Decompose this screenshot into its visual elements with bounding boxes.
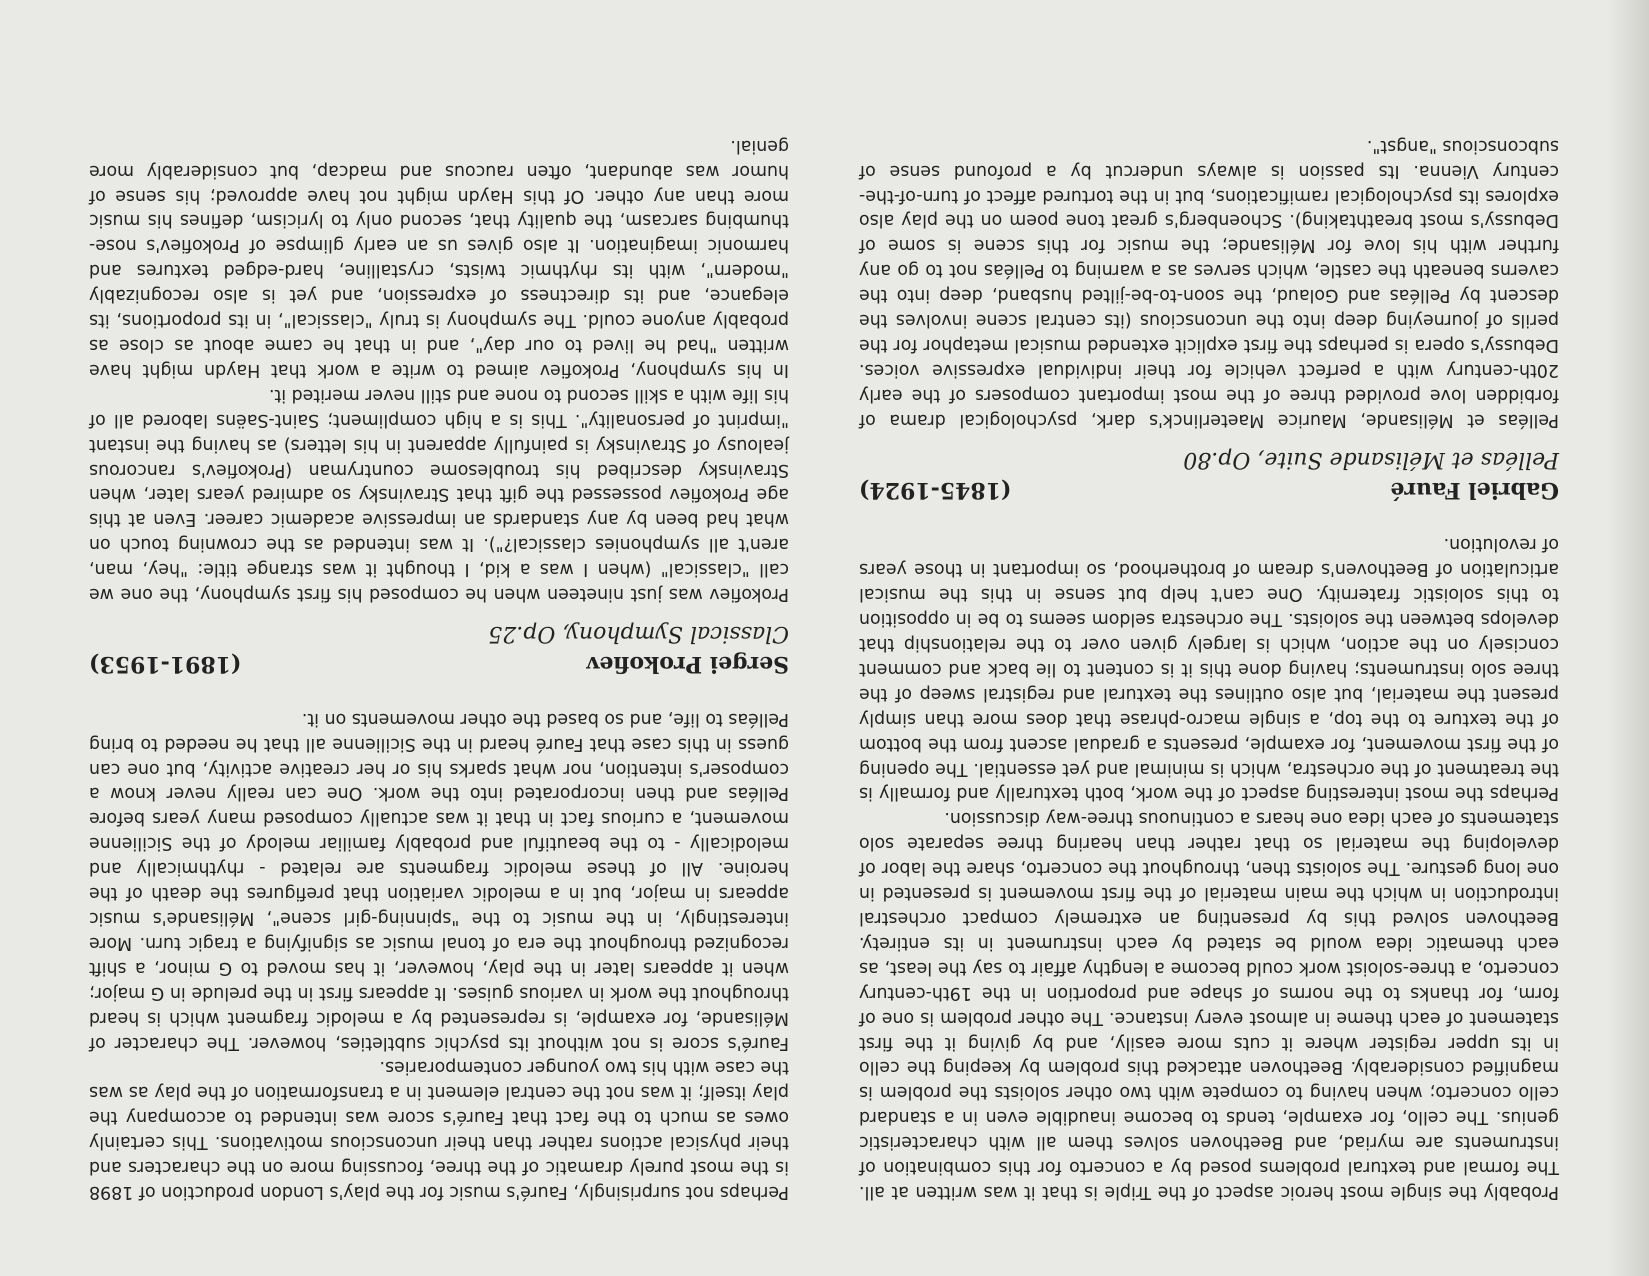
paragraph: Fauré's score is not without its psychic subtleties, however. The character of Mélisande, for example, is represented by a melodic fragment which is heard throughout the work in various guises. It appears first in the prelude in G major; when it appears later in the play, however, it has moved to G minor, a shift recognized throughout the era of tonal music as signifying a tragic turn. More interestingly, in the music to the "spinning-girl scene", Mélisande's music appears in major, but in a melodic variation that prefigures the death of the heroine. All of these melodic fragments are related - rhythmically and melodically - to the beautiful and probably familiar melody of the Sicilienne movement, a curious fact in that it was actually composed many years before Pelléas and then incorporated into the work. One can really never know a composer's intention, nor what sparks his or her creative activity, but one can guess in this case that Fauré heard in the Sicilienne all that he needed to bring Pelléas to life, and so based the other movements on it. [89,708,789,1053]
paragraph: In his symphony, Prokofiev aimed to write a work that Haydn might have written "had he lived to our day", and in that he came about as close as probably anyone could. The symphony is truly "classical", in its proportions, its elegance, and its directness of expression, and yet is also recognizably "modern", with its rhythmic twists, crystalline, hard-edged textures and harmonic imagination. It also gives us an early glimpse of Prokofiev's nose-thumbing sarcasm, the quality that, second only to lyricism, defines his music more than any other. Of this Haydn might not have approved; his sense of humor was abundant, often raucous and madcap, but considerably more genial. [89,135,789,380]
paragraph: Perhaps the most interesting aspect of the work, both texturally and formally is the treatment of the orchestra, which is minimal and yet essential. The opening of the first movement, for example, presents a gradual ascent from the bottom of the texture to the top, a single macro-phrase that does more than simply present the material, but also outlines the textural and registral sweep of the three solo instruments; having done this it is content to lie back and comment concisely on the action, which is largely given over to the relationship that develops between the soloists. The orchestra seldom seems to be in opposition to this soloistic fraternity. One can't help but sense in this the musical articulation of Beethoven's dream of brotherhood, so important in those years of revolution. [859,534,1559,804]
left-column [859,133,1559,1204]
section-heading [859,477,1559,502]
paragraph: Prokofiev was just nineteen when he composed his first symphony, the one we call "classical" (when I was a kid, I thought it was strange title: "hey, man, aren't all symphonies classical?"). It was intended as the crowning touch on what had been by any standards an impressive academic career. Even at this age Prokofiev possessed the gift that Stravinsky so admired years later, when Stravinsky described his troublesome countryman (Prokofiev's rancorous jealousy of Stravinsky is painfully apparent in his letters) as having the instant "imprint of personality". This is a high compliment; Saint-Saëns labored all of his life with a skill second to none and still never merited it. [89,384,789,605]
binding-shadow [1607,0,1649,1276]
paragraph: Perhaps not surprisingly, Fauré's music for the play's London production of 1898 is the most purely dramatic of the three, focussing more on the characters and their physical actions rather than their unconscious motivations. This certainly owes as much to the fact that Fauré's score was intended to accompany the play itself; it was not the central element in a transformation of the play as was the case with his two younger contemporaries. [89,1057,789,1202]
paragraph: Pelléas et Mélisande, Maurice Maeterlinck's dark, psychological drama of forbidden love provided three of the most important composers of the early 20th-century with a perfect vehicle for their individual expressive voices. Debussy's opera is perhaps the first explicit extended musical metaphor for the perils of journeying deep into the unconscious (its central scene involves the descent by Pelléas and Golaud, the soon-to-be-jilted husband, deep into the caverns beneath the castle, which serves as a warning to Pelléas not to go any further with his love for Mélisande; the music for this scene is some of Debussy's most breathtaking). Schoenberg's great tone poem on the play also explores its psychological ramifications, but in the tortured affect of turn-of-the-century Vienna. Its passion is always undercut by a profound sense of subconscious "angst". [859,135,1559,430]
work-title: Classical Symphony, Op.25 [488,620,789,646]
composer-name: Sergei Prokofiev [586,650,789,677]
composer-name: Gabriel Fauré [1390,476,1559,503]
composer-dates: (1845-1924) [859,476,1012,503]
work-title: Pelléas et Mélisande Suite, Op.80 [1183,446,1559,472]
right-column [89,133,789,1204]
paragraph: Probably the single most heroic aspect of the Triple is that it was written at all. The formal and textural problems posed by a concerto for this combination of instruments are myriad, and Beethoven solves them all with characteristic genius. The cello, for example, tends to become inaudible even in a standard cello concerto; when having to compete with two other soloists the problem is magnified considerably. Beethoven attacked this problem by keeping the cello in its upper register where it cuts more easily, and by giving it the first statement of each theme in almost every instance. The other problem is one of form, for thanks to the norms of shape and proportion in the 19th-century concerto, a three-soloist work could become a lengthy affair to say the least, as each thematic idea would be stated by each instrument in its entirety. Beethoven solved this by presenting an extremely compact orchestral introduction in which the main material of the first movement is presented in one long gesture. The soloists then, throughout the concerto, share the labor of developing the material so that rather than hearing three separate solo statements of each idea one hears a continuous three-way discussion. [859,808,1559,1202]
composer-dates: (1891-1953) [89,650,242,677]
section-heading [89,651,789,676]
